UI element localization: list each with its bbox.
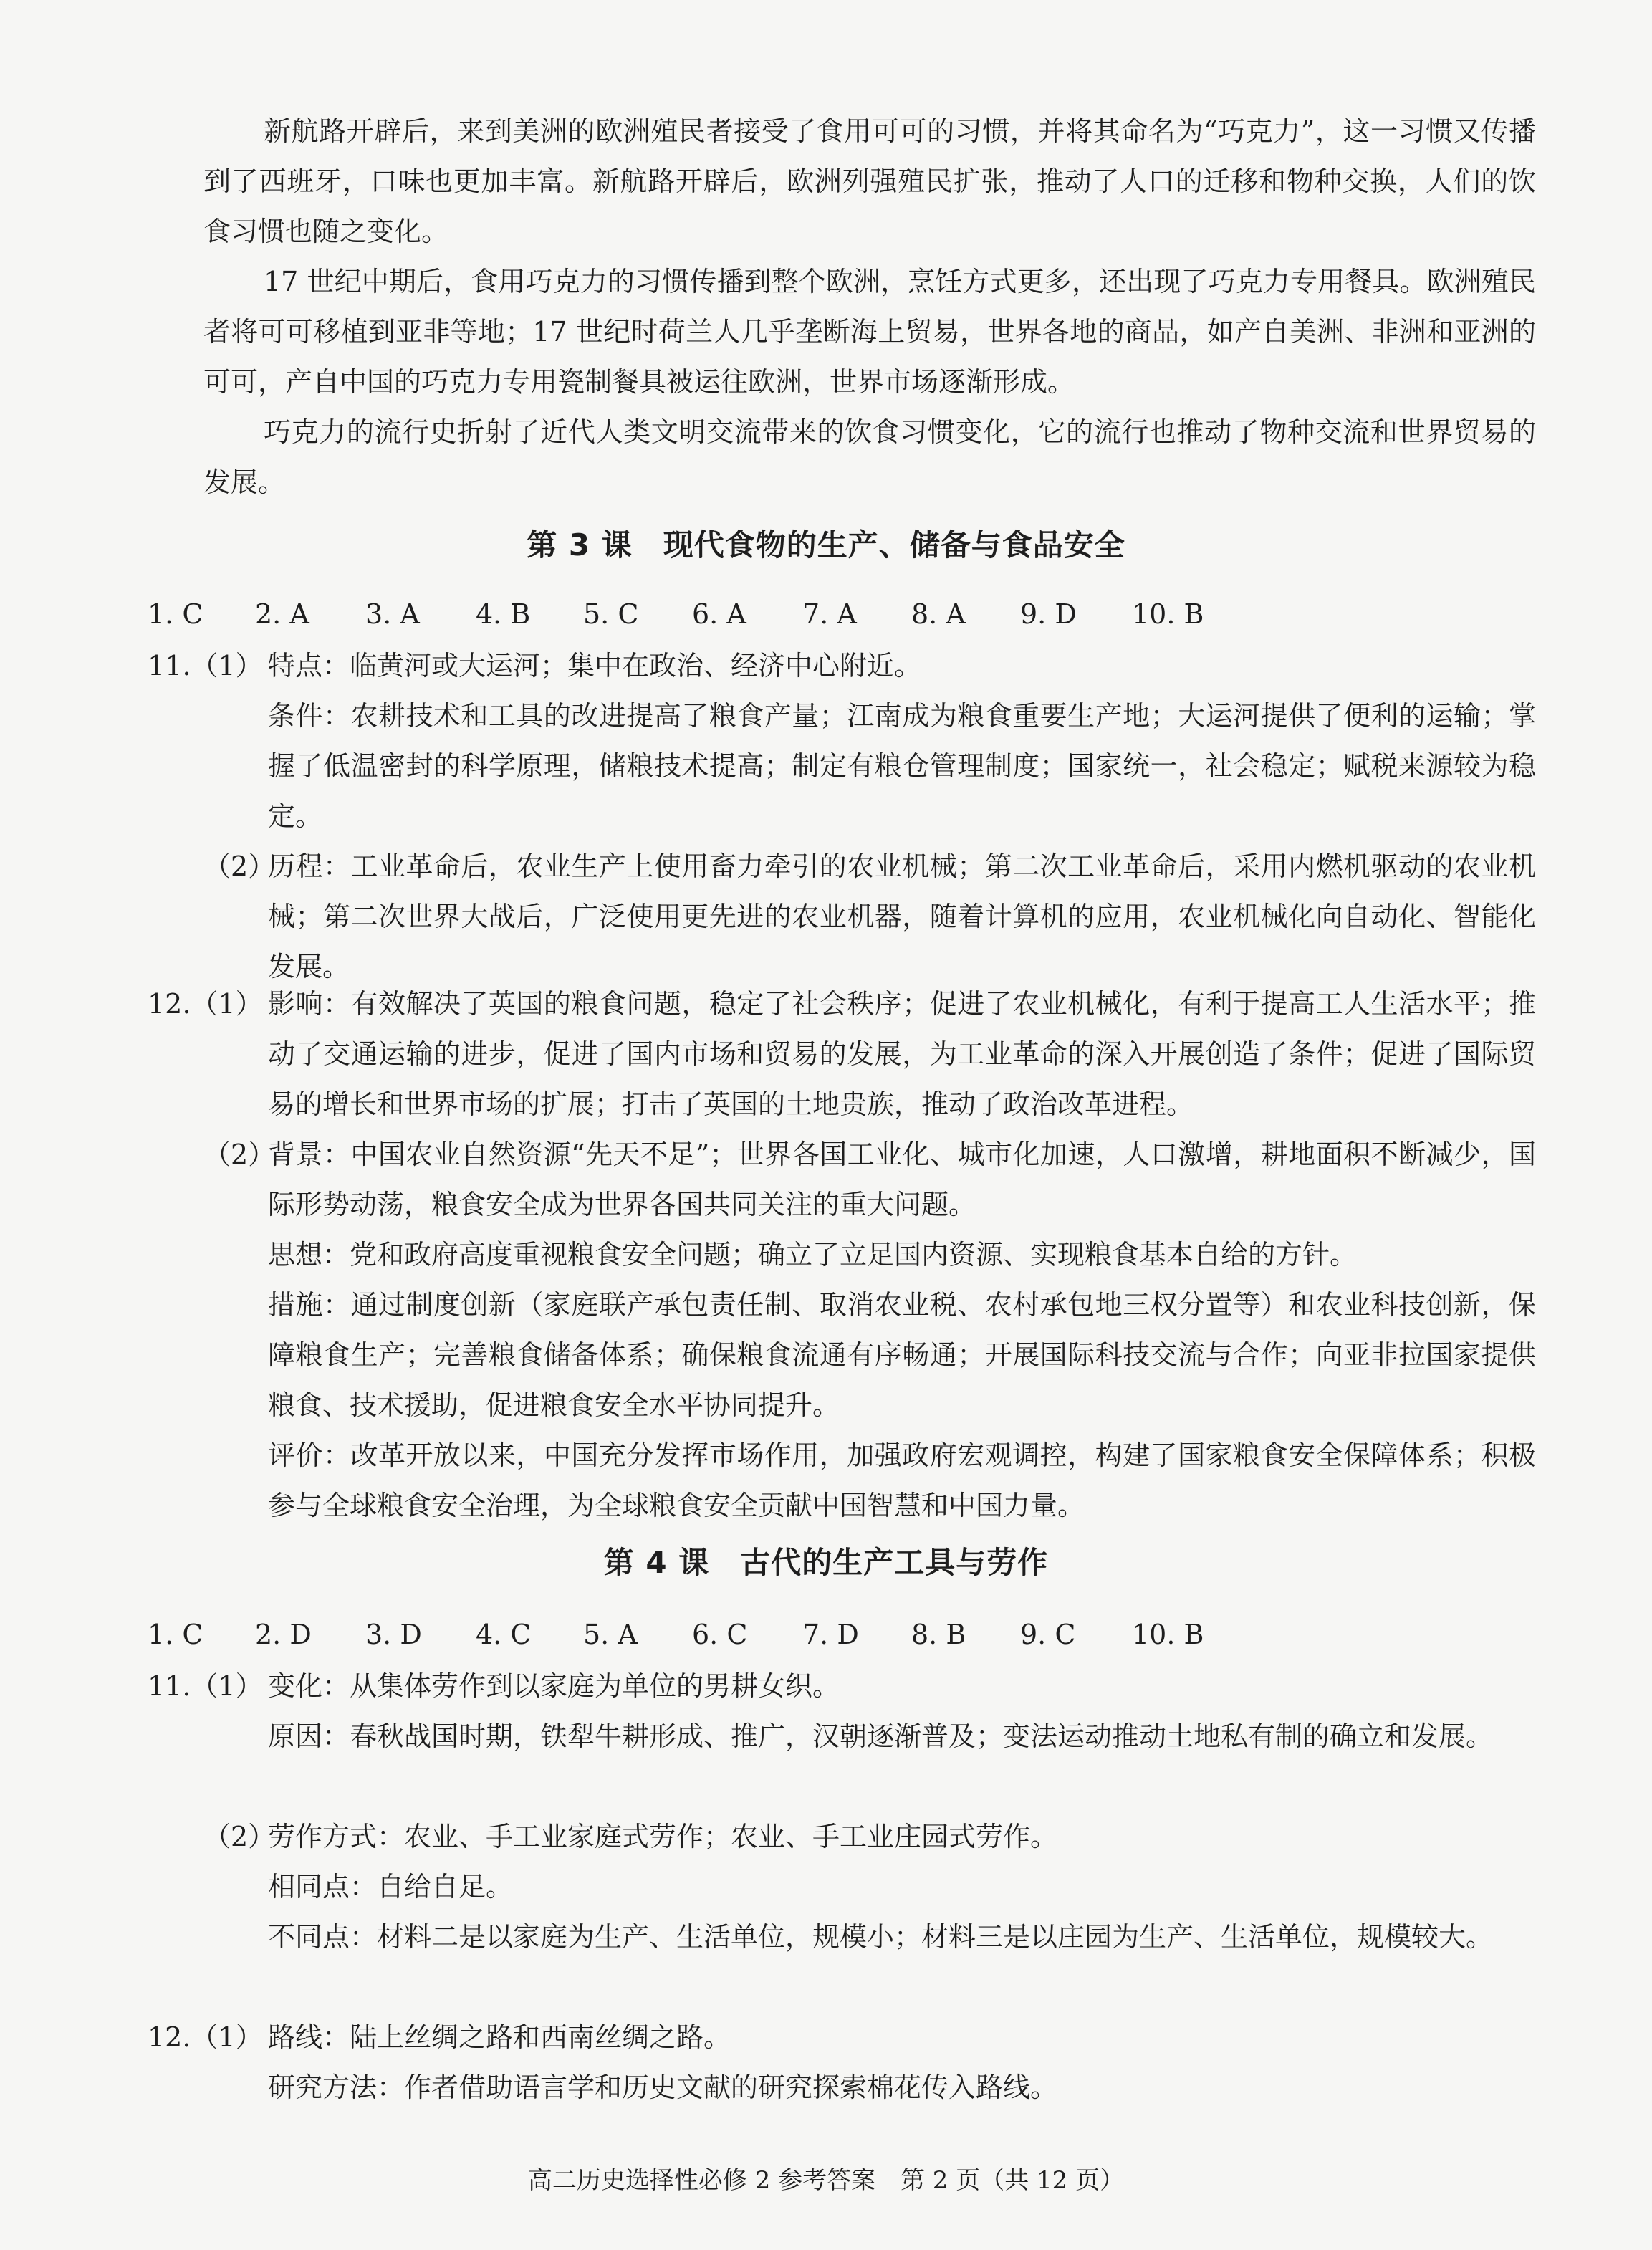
mc-answer: 3. A	[365, 598, 420, 630]
intro-paragraph-1: 新航路开辟后，来到美洲的欧洲殖民者接受了食用可可的习惯，并将其命名为“巧克力”，这一习惯又传播到了西班牙，口味也更加丰富。新航路开辟后，欧洲列强殖民扩张，推动了人口的迁移和物种交换，人们的饮食习惯也随之变化。	[203, 115, 1536, 247]
mc-answer: 9. D	[1020, 598, 1077, 630]
mc-answer: 3. D	[365, 1619, 422, 1650]
mc-answer: 1. C	[148, 1619, 203, 1650]
l4-question-11-part-2-difference: 不同点：材料二是以家庭为生产、生活单位，规模小；材料三是以庄园为生产、生活单位，规模较大。	[268, 1921, 1494, 1953]
l4-question-12-part-1-method: 研究方法：作者借助语言学和历史文献的研究探索棉花传入路线。	[268, 2072, 1058, 2103]
l4-question-12-part-1-number: 12.（1）	[148, 2021, 263, 2053]
mc-answer: 5. C	[583, 598, 639, 630]
question-11-part-2-number: （2）	[203, 851, 276, 882]
mc-answer: 5. A	[583, 1619, 638, 1650]
question-12-part-2-number: （2）	[203, 1139, 276, 1170]
mc-answer: 1. C	[148, 598, 203, 630]
question-12-part-2-measures: 措施：通过制度创新（家庭联产承包责任制、取消农业税、农村承包地三权分置等）和农业科技创新，保障粮食生产；完善粮食储备体系；确保粮食流通有序畅通；开展国际科技交流与合作；向亚非拉国家提供粮食、技术援助，促进粮食安全水平协同提升。	[268, 1289, 1536, 1421]
question-12-part-1-number: 12.（1）	[148, 988, 263, 1020]
mc-answer: 6. C	[692, 1619, 748, 1650]
mc-answer: 8. B	[911, 1619, 966, 1650]
question-11-part-1-conditions: 条件：农耕技术和工具的改进提高了粮食产量；江南成为粮食重要生产地；大运河提供了便利的运输；掌握了低温密封的科学原理，储粮技术提高；制定有粮仓管理制度；国家统一，社会稳定；赋税来源较为稳定。	[268, 700, 1536, 832]
l4-question-11-part-1-change: 变化：从集体劳作到以家庭为单位的男耕女织。	[268, 1670, 840, 1702]
l4-question-11-part-1-number: 11.（1）	[148, 1670, 263, 1702]
mc-answer: 10. B	[1132, 598, 1204, 630]
lesson-4-title: 第 4 课 古代的生产工具与劳作	[603, 1545, 1049, 1580]
l4-question-11-part-2-number: （2）	[203, 1821, 276, 1852]
mc-answer: 10. B	[1132, 1619, 1204, 1650]
mc-answer: 2. A	[255, 598, 309, 630]
question-12-part-2-background: 背景：中国农业自然资源“先天不足”；世界各国工业化、城市化加速，人口激增，耕地面积不断减少，国际形势动荡，粮食安全成为世界各国共同关注的重大问题。	[268, 1139, 1536, 1220]
mc-answer: 2. D	[255, 1619, 312, 1650]
footer-course-title: 高二历史选择性必修 2 参考答案	[527, 2166, 876, 2195]
l4-question-12-part-1-route: 路线：陆上丝绸之路和西南丝绸之路。	[268, 2021, 731, 2053]
question-11-part-2-process: 历程：工业革命后，农业生产上使用畜力牵引的农业机械；第二次工业革命后，采用内燃机驱动的农业机械；第二次世界大战后，广泛使用更先进的农业机器，随着计算机的应用，农业机械化向自动化、智能化发展。	[268, 851, 1536, 982]
question-12-part-1-impact: 影响：有效解决了英国的粮食问题，稳定了社会秩序；促进了农业机械化，有利于提高工人生活水平；推动了交通运输的进步，促进了国内市场和贸易的发展，为工业革命的深入开展创造了条件；促进了国际贸易的增长和世界市场的扩展；打击了英国的土地贵族，推动了政治改革进程。	[268, 988, 1536, 1120]
intro-paragraph-3: 巧克力的流行史折射了近代人类文明交流带来的饮食习惯变化，它的流行也推动了物种交流和世界贸易的发展。	[203, 416, 1536, 498]
question-11-part-1-number: 11.（1）	[148, 650, 263, 681]
mc-answer: 7. D	[802, 1619, 859, 1650]
mc-answer: 9. C	[1020, 1619, 1076, 1650]
question-11-part-1-features: 特点：临黄河或大运河；集中在政治、经济中心附近。	[268, 650, 922, 681]
l4-question-11-part-2-labor-method: 劳作方式：农业、手工业家庭式劳作；农业、手工业庄园式劳作。	[268, 1821, 1058, 1852]
mc-answer: 6. A	[692, 598, 746, 630]
question-12-part-2-thought: 思想：党和政府高度重视粮食安全问题；确立了立足国内资源、实现粮食基本自给的方针。	[268, 1239, 1358, 1270]
mc-answer: 7. A	[802, 598, 857, 630]
l4-question-11-part-2-similarity: 相同点：自给自足。	[268, 1871, 514, 1902]
page-footer	[0, 2163, 1652, 2198]
question-12-part-2-evaluation: 评价：改革开放以来，中国充分发挥市场作用，加强政府宏观调控，构建了国家粮食安全保障体系；积极参与全球粮食安全治理，为全球粮食安全贡献中国智慧和中国力量。	[268, 1440, 1536, 1521]
intro-paragraph-2: 17 世纪中期后，食用巧克力的习惯传播到整个欧洲，烹饪方式更多，还出现了巧克力专用餐具。欧洲殖民者将可可移植到亚非等地；17 世纪时荷兰人几乎垄断海上贸易，世界各地的商品，如产自美洲、非洲和亚洲的可可，产自中国的巧克力专用瓷制餐具被运往欧洲，世界市场逐渐形成。	[203, 266, 1536, 398]
l4-question-11-part-1-reason: 原因：春秋战国时期，铁犁牛耕形成、推广，汉朝逐渐普及；变法运动推动土地私有制的确立和发展。	[268, 1720, 1494, 1752]
mc-answer: 8. A	[911, 598, 966, 630]
mc-answer: 4. C	[476, 1619, 532, 1650]
footer-page-number: 第 2 页（共 12 页）	[900, 2166, 1125, 2195]
lesson-3-title: 第 3 课 现代食物的生产、储备与食品安全	[527, 527, 1125, 562]
mc-answer: 4. B	[476, 598, 531, 630]
